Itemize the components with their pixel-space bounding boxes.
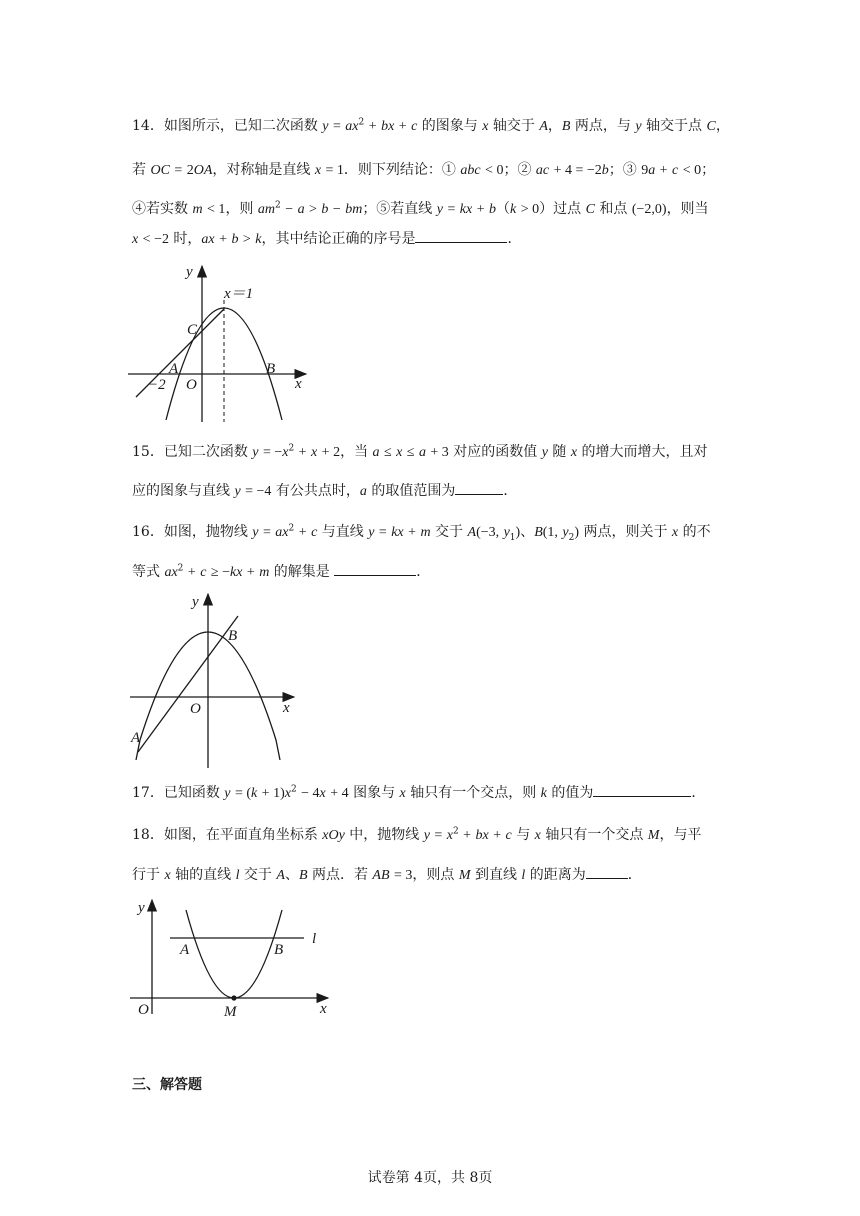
q14-label-c: C xyxy=(187,322,198,338)
page-footer: 试卷第 4页，共 8页 xyxy=(367,1170,493,1186)
q14-line3: ④若实数 m < 1，则 $am^2 - a > b$ − bm；⑤若直线 y = kx + b（k > 0）过点 C 和点 (−2,0)，则当 xyxy=(132,200,709,217)
q16-label-y: y xyxy=(192,594,199,610)
q14-label-sym: x＝1 xyxy=(224,286,254,302)
q16-label-o: O xyxy=(190,701,201,717)
q14-label-a: A xyxy=(169,361,179,377)
q14-line2: 若 OC = 2OA，对称轴是直线 x = 1．则下列结论：① abc < 0；② ac + 4 = −2b；③ 9a + c < 0； xyxy=(132,162,716,178)
q14-label-neg2: −2 xyxy=(148,377,166,393)
q16-label-a: A xyxy=(131,730,141,746)
q18-label-m: M xyxy=(224,1004,237,1020)
q16-parabola xyxy=(140,632,280,760)
q18-label-x: x xyxy=(320,1001,327,1017)
q16-label-b: B xyxy=(228,628,238,644)
q18-figure xyxy=(128,896,338,1022)
q14-line1: 14．如图所示，已知二次函数 $y = ax^2$ + bx + c 的图象与 x 轴交于 A，B 两点，与 y 轴交于点 C， xyxy=(132,117,730,134)
q18-label-o: O xyxy=(138,1002,149,1018)
q16-line1: 16．如图，抛物线 $y = ax^2 + c$ 与直线 y = kx + m 交于 A(−3, $y_1$)、B(1, $y_2$) 两点，则关于 x 的不 xyxy=(132,523,711,543)
q14-label-y: y xyxy=(186,264,193,280)
q14-label-b: B xyxy=(266,361,276,377)
q17-line1: 17．已知函数 $y = (k + 1)x^2 - 4x + 4$ 图象与 x 轴只有一个交点，则 k 的值为 ． xyxy=(132,782,705,804)
q18-parabola xyxy=(186,910,282,998)
q18-line2: 行于 x 轴的直线 l 交于 A、B 两点．若 AB = 3，则点 M 到直线 l 的距离为 ． xyxy=(132,864,642,886)
q18-label-y: y xyxy=(138,900,145,916)
q18-label-a: A xyxy=(180,942,190,958)
q14-figure xyxy=(128,262,308,427)
q18-label-b: B xyxy=(274,942,284,958)
q18-point-m xyxy=(231,995,236,1000)
q16-line2: 等式 $ax^2 + c \ge -kx + m$ 的解集是 ． xyxy=(132,561,430,583)
q14-line4: x < −2 时，ax + b > k，其中结论正确的序号是 ． xyxy=(132,228,521,250)
section-title: 三、解答题 xyxy=(132,1077,202,1093)
q16-label-x: x xyxy=(283,700,290,716)
q18-label-l: l xyxy=(312,931,317,947)
q16-line xyxy=(138,616,238,752)
q15-line2: 应的图象与直线 y = −4 有公共点时，a 的取值范围为 ． xyxy=(132,480,517,502)
q16-figure xyxy=(128,590,308,770)
q14-label-o: O xyxy=(186,377,197,393)
q15-line1: 15．已知二次函数 $y = -x^2 + x + 2$，当 a ≤ x ≤ a + 3 对应的函数值 y 随 x 的增大而增大，且对 xyxy=(132,443,708,460)
q18-line1: 18．如图，在平面直角坐标系 xOy 中，抛物线 $y = x^2$ + bx + c 与 x 轴只有一个交点 M，与平 xyxy=(132,826,702,843)
q14-label-x: x xyxy=(295,376,302,392)
